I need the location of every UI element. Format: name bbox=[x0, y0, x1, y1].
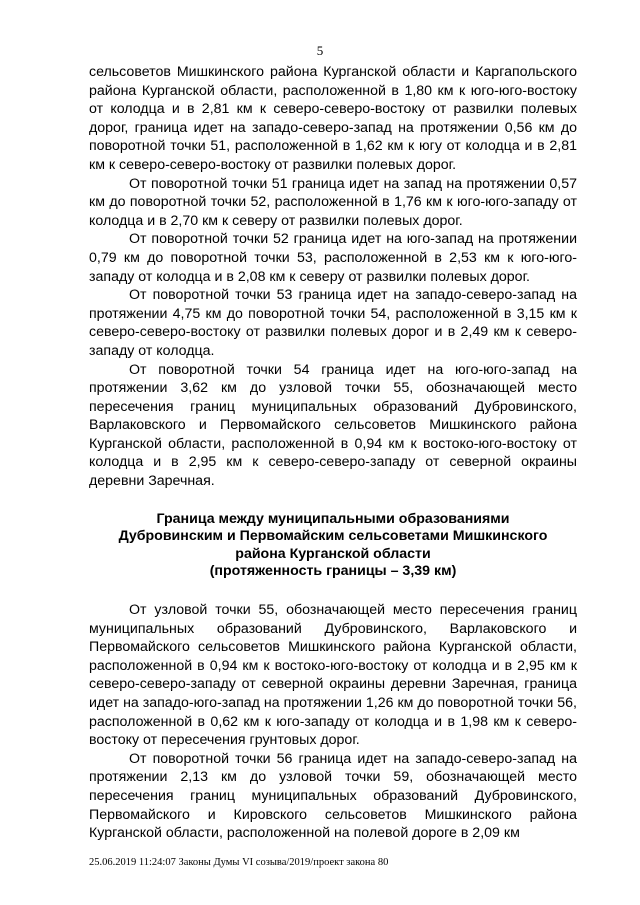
paragraph-point-55: От узловой точки 55, обозначающей место пересечения границ муниципальных образований Дубровинского, Варлаковского и Первомайского сельсоветов Мишкинского района Курганской области, расположенной в 0,94 км к востоко-юго-востоку от колодца и в 2,95 км к северо-северо-западу от северной окраины деревни Заречная, граница идет на западо-юго-запад на протяжении 1,26 км до поворотной точки 56, расположенной в 0,62 км к юго-западу от колодца и в 1,98 км к северо-востоку от пересечения грунтовых дорог. bbox=[89, 602, 577, 749]
footer-stamp: 25.06.2019 11:24:07 Законы Думы VI созыва/2019/проект закона 80 bbox=[89, 857, 389, 868]
paragraph-point-51: От поворотной точки 51 граница идет на запад на протяжении 0,57 км до поворотной точки 52, расположенной в 1,76 км к юго-юго-западу от колодца и в 2,70 км к северу от развилки полевых дорог. bbox=[89, 175, 577, 229]
heading-line: района Курганской области bbox=[235, 545, 431, 562]
paragraph-point-52: От поворотной точки 52 граница идет на юго-запад на протяжении 0,79 км до поворотной точки 53, расположенной в 2,53 км к юго-юго-западу от колодца и в 2,08 км к северу от развилки полевых дорог. bbox=[89, 231, 577, 285]
section-heading bbox=[89, 511, 577, 581]
paragraph-continuation: сельсоветов Мишкинского района Курганской области и Каргапольского района Курганской области, расположенной в 1,80 км к юго-юго-востоку от колодца и в 2,81 км к северо-северо-востоку от развилки полевых дорог, граница идет на западо-северо-запад на протяжении 0,56 км до поворотной точки 51, расположенной в 1,62 км к югу от колодца и в 2,81 км к северо-северо-востоку от развилки полевых дорог. bbox=[89, 64, 577, 173]
paragraph-point-56: От поворотной точки 56 граница идет на западо-северо-запад на протяжении 2,13 км до узловой точки 59, обозначающей место пересечения границ муниципальных образований Дубровинского, Первомайского и Кировского сельсоветов Мишкинского района Курганской области, расположенной на полевой дороге в 2,09 км bbox=[89, 750, 577, 842]
paragraph-point-54: От поворотной точки 54 граница идет на юго-юго-запад на протяжении 3,62 км до узловой точки 55, обозначающей место пересечения границ муниципальных образований Дубровинского, Варлаковского и Первомайского сельсоветов Мишкинского района Курганской области, расположенной в 0,94 км к востоко-юго-востоку от колодца и в 2,95 км к северо-северо-западу от северной окраины деревни Заречная. bbox=[89, 361, 577, 490]
heading-line: Дубровинским и Первомайским сельсоветами Мишкинского bbox=[118, 528, 548, 545]
heading-line: Граница между муниципальными образованиями bbox=[156, 510, 510, 527]
document-body bbox=[89, 63, 577, 843]
paragraph-point-53: От поворотной точки 53 граница идет на западо-северо-запад на протяжении 4,75 км до поворотной точки 54, расположенной в 3,15 км к северо-северо-востоку от развилки полевых дорог и в 2,49 км к северо-западу от колодца. bbox=[89, 287, 577, 359]
heading-line: (протяженность границы – 3,39 км) bbox=[209, 563, 457, 580]
page-number: 5 bbox=[316, 43, 324, 58]
